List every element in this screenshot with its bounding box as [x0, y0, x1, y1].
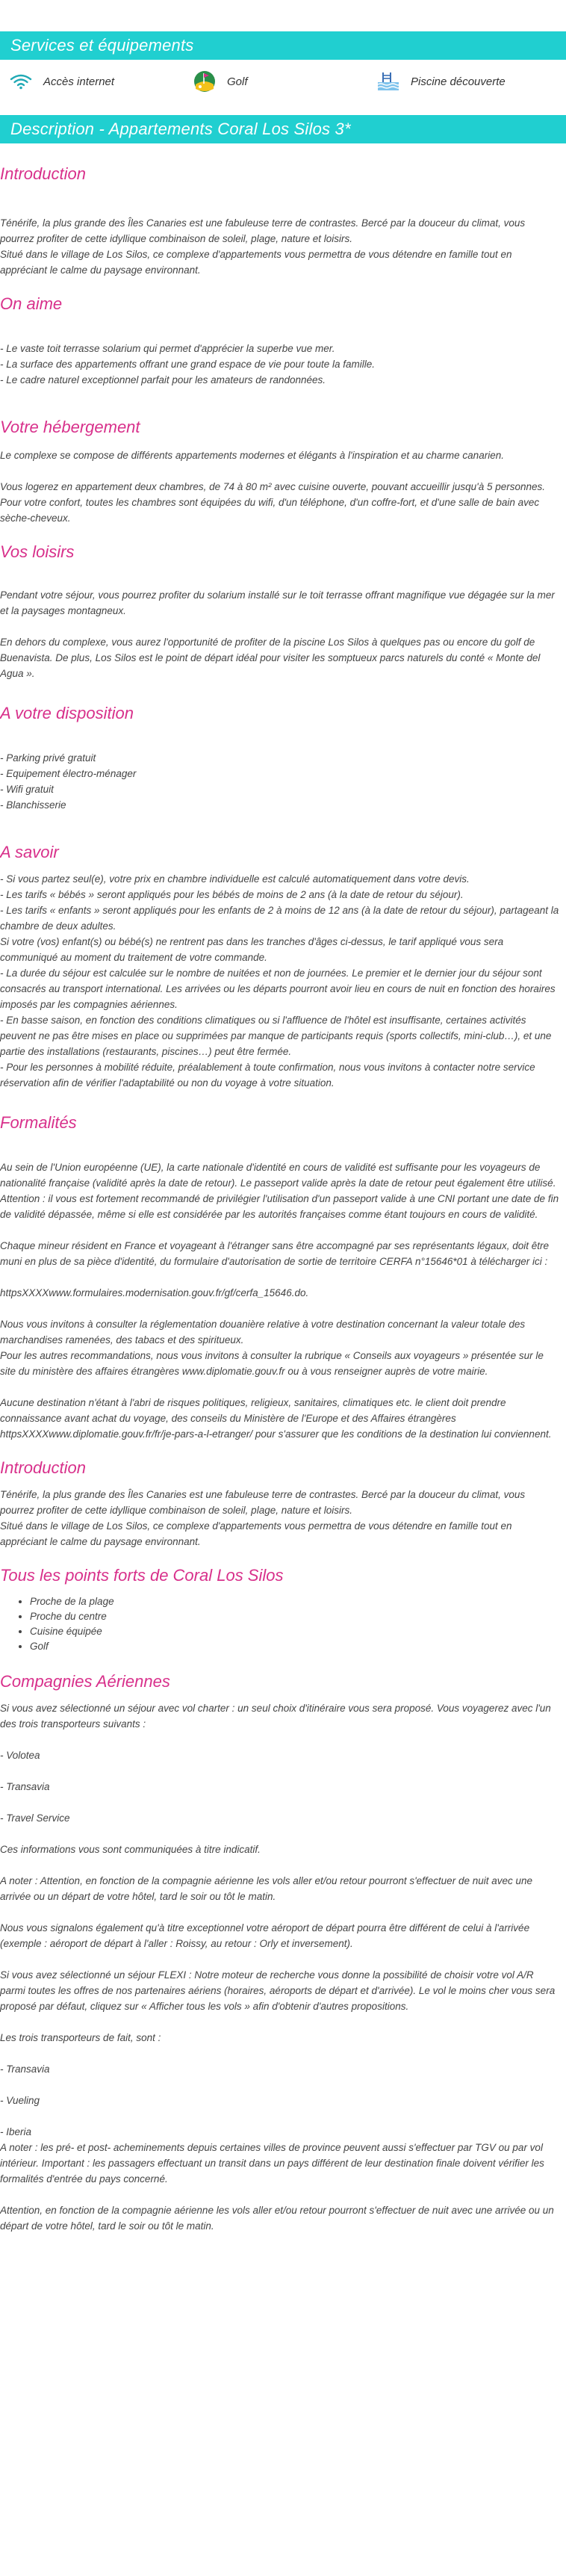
on-aime-line: - Le vaste toit terrasse solarium qui permet d'apprécier la superbe vue mer. [0, 343, 335, 354]
amenity-internet [7, 69, 191, 94]
carrier-line: - Transavia [0, 2063, 50, 2075]
section-title-formalites: Formalités [0, 1113, 77, 1132]
carrier-line: - Transavia [0, 1781, 50, 1792]
section-title-disposition: A votre disposition [0, 704, 134, 722]
list-item: • Proche du centre [30, 1609, 566, 1624]
loisirs-paragraph: Pendant votre séjour, vous pourrez profiter du solarium installé sur le toit terrasse offrant magnifique vue dégagée sur la mer et la paysages montagneux. [0, 589, 555, 616]
carrier-line: - Travel Service [0, 1812, 70, 1824]
loisirs-paragraph: En dehors du complexe, vous aurez l'opportunité de profiter de la piscine Los Silos à quelques pas ou encore du golf de Buenavista. De plus, Los Silos est le point de départ idéal pour visiter les somptueux parcs naturels du conté « Monte del Agua ». [0, 637, 541, 679]
section-title-introduction-2: Introduction [0, 1458, 86, 1477]
compagnies-paragraph: A noter : les pré- et post- acheminements depuis certaines villes de province peuvent aussi s'effectuer par TGV ou par vol intérieur. Important : les passagers effectuant un transit dans un pays différent de leur destination finale doivent vérifier les formalités d'entrée du pays concerné. [0, 2142, 544, 2185]
amenity-pool [375, 69, 559, 94]
on-aime-line: - La surface des appartements offrant une grand espace de vie pour toute la famille. [0, 359, 376, 370]
compagnies-paragraph: Les trois transporteurs de fait, sont : [0, 2032, 161, 2043]
wifi-icon [7, 69, 34, 94]
intro-paragraph: Ténérife, la plus grande des Îles Canaries est une fabuleuse terre de contrastes. Bercé par la douceur du climat, vous pourrez profiter de cette idyllique combinaison de soleil, plage, nature et loisirs. [0, 217, 526, 244]
list-item: • Golf [30, 1639, 566, 1654]
services-banner: Services et équipements [0, 31, 566, 60]
hebergement-paragraph: Pour votre confort, toutes les chambres sont équipées du wifi, d'un téléphone, d'un coffre-fort, et d'une salle de bain avec sèche-cheveux. [0, 497, 540, 524]
cerfa-link: httpsXXXXwww.formulaires.modernisation.gouv.fr/gf/cerfa_15646.do. [0, 1287, 309, 1298]
carrier-line: - Iberia [0, 2126, 32, 2137]
hebergement-paragraph: Le complexe se compose de différents appartements modernes et élégants à l'inspiration et au charme canarien. [0, 450, 504, 461]
section-title-introduction: Introduction [0, 164, 86, 183]
page [0, 31, 566, 2241]
compagnies-paragraph: Si vous avez sélectionné un séjour FLEXI : Notre moteur de recherche vous donne la possibilité de choisir votre vol A/R parmi toutes les offres de nos partenaires aériens (horaires, aéroports de départ et d'arrivée). Le vol le moins cher vous sera proposé par défaut, cliquez sur « Afficher tous les vols » afin d'obtenir d'autres propositions. [0, 1969, 556, 2012]
description-content [0, 143, 566, 2234]
disposition-line: - Equipement électro-ménager [0, 768, 137, 779]
amenity-label: Accès internet [43, 75, 115, 88]
intro-paragraph: Situé dans le village de Los Silos, ce complexe d'appartements vous permettra de vous détendre en famille tout en appréciant le calme du paysage environnant. [0, 249, 512, 276]
disposition-line: - Parking privé gratuit [0, 752, 96, 764]
section-title-on-aime: On aime [0, 294, 63, 313]
formalites-paragraph: Nous vous invitons à consulter la réglementation douanière relative à votre destination concernant la valeur totale des marchandises ramenées, des tabacs et des spiritueux. Pour les autres recommandations, nous vous invitons à consulter la rubrique « Conseils aux voyageurs » présentée sur le site du ministère des affaires étrangères www.diplomatie.gouv.fr ou à vous renseigner auprès de votre mairie. [0, 1319, 544, 1377]
intro2-paragraph: Ténérife, la plus grande des Îles Canaries est une fabuleuse terre de contrastes. Bercé par la douceur du climat, vous pourrez profiter de cette idyllique combinaison de soleil, plage, nature et loisirs. Situé dans le village de Los Silos, ce complexe d'appartements vous permettra de vous détendre en famille tout en appréciant le calme du paysage environnant. [0, 1489, 526, 1547]
compagnies-paragraph: Nous vous signalons également qu'à titre exceptionnel votre aéroport de départ pourra être différent de celui à l'arrivée (exemple : aéroport de départ à l'aller : Roissy, au retour : Orly et inversement). [0, 1922, 530, 1949]
list-item: • Proche de la plage [30, 1594, 566, 1609]
on-aime-line: - Le cadre naturel exceptionnel parfait pour les amateurs de randonnées. [0, 374, 326, 386]
amenities-row [0, 60, 566, 103]
formalites-paragraph: Chaque mineur résident en France et voyageant à l'étranger sans être accompagné par ses représentants légaux, doit être muni en plus de sa pièce d'identité, du formulaire d'autorisation de sortie de territoire CERFA n°15646*01 à télécharger ici : [0, 1240, 550, 1267]
disposition-line: - Blanchisserie [0, 799, 66, 811]
section-title-a-savoir: A savoir [0, 843, 59, 861]
description-banner: Description - Appartements Coral Los Silos 3* [0, 115, 566, 143]
compagnies-paragraph: Si vous avez sélectionné un séjour avec vol charter : un seul choix d'itinéraire vous sera proposé. Vous voyagerez avec l'un des trois transporteurs suivants : [0, 1703, 551, 1730]
compagnies-paragraph: Attention, en fonction de la compagnie aérienne les vols aller et/ou retour pourront s'effectuer de nuit avec une arrivée ou un départ de votre hôtel, tard le soir ou tôt le matin. [0, 2205, 554, 2232]
section-title-points-forts: Tous les points forts de Coral Los Silos [0, 1566, 284, 1585]
amenity-label: Golf [227, 75, 248, 88]
list-item: • Cuisine équipée [30, 1624, 566, 1639]
golf-icon [191, 69, 218, 94]
disposition-line: - Wifi gratuit [0, 784, 54, 795]
compagnies-paragraph: Ces informations vous sont communiquées à titre indicatif. [0, 1844, 261, 1855]
section-title-loisirs: Vos loisirs [0, 542, 75, 561]
a-savoir-text: - Si vous partez seul(e), votre prix en chambre individuelle est calculé automatiquement dans votre devis. - Les tarifs « bébés » seront appliqués pour les bébés de moins de 2 ans (à la date de retour du séjour). - Les tarifs « enfants » seront appliqués pour les enfants de 2 à moins de 12 ans (à la date de retour du séjour), partageant la chambre de deux adultes. Si votre (vos) enfant(s) ou bébé(s) ne rentrent pas dans les tranches d'âges ci-dessus, le tarif appliqué vous sera communiqué au moment du traitement de votre commande. - La durée du séjour est calculée sur le nombre de nuitées et non de journées. Le premier et le dernier jour du séjour sont consacrés au transport international. Les arrivées ou les départs pourront avoir lieu en cours de nuit en fonction des horaires imposés par les compagnies aériennes. - En basse saison, en fonction des conditions climatiques ou si l'affluence de l'hôtel est insuffisante, certaines activités peuvent ne pas être mises en place ou supprimées par manque de participants requis (sports collectifs, mini-club…), et une partie des installations (restaurants, piscines…) peut être fermée. - Pour les personnes à mobilité réduite, préalablement à toute confirmation, nous vous invitons à contacter notre service réservation afin de vérifier l'adaptabilité ou non du voyage à votre situation. [0, 873, 559, 1089]
section-title-compagnies: Compagnies Aériennes [0, 1672, 170, 1691]
pool-icon [375, 69, 402, 94]
hebergement-paragraph: Vous logerez en appartement deux chambres, de 74 à 80 m² avec cuisine ouverte, pouvant accueillir jusqu'à 5 personnes. [0, 481, 546, 492]
formalites-paragraph: Aucune destination n'étant à l'abri de risques politiques, religieux, sanitaires, climatiques etc. le client doit prendre connaissance avant achat du voyage, des conseils du Ministère de l'Europe et des Affaires étrangères httpsXXXXwww.diplomatie.gouv.fr/fr/je-pars-a-l-etranger/ pour s'assurer que les conditions de la destination lui conviennent. [0, 1397, 552, 1440]
section-title-hebergement: Votre hébergement [0, 418, 140, 436]
points-forts-list [0, 1594, 566, 1654]
amenity-golf [191, 69, 375, 94]
carrier-line: - Vueling [0, 2095, 40, 2106]
carrier-line: - Volotea [0, 1750, 40, 1761]
amenity-label: Piscine découverte [411, 75, 506, 88]
compagnies-paragraph: A noter : Attention, en fonction de la compagnie aérienne les vols aller et/ou retour pourront s'effectuer de nuit avec une arrivée ou un départ de votre hôtel, tard le soir ou tôt le matin. [0, 1875, 533, 1902]
formalites-paragraph: Au sein de l'Union européenne (UE), la carte nationale d'identité en cours de validité est suffisante pour les voyageurs de nationalité française (validité après la date de retour). Le passeport valide après la date de retour peut également être utilisé. Attention : il vous est fortement recommandé de privilégier l'utilisation d'un passeport valide à une CNI portant une date de fin de validité dépassée, même si elle est considérée par les autorités françaises comme étant toujours en cours de validité. [0, 1162, 559, 1220]
